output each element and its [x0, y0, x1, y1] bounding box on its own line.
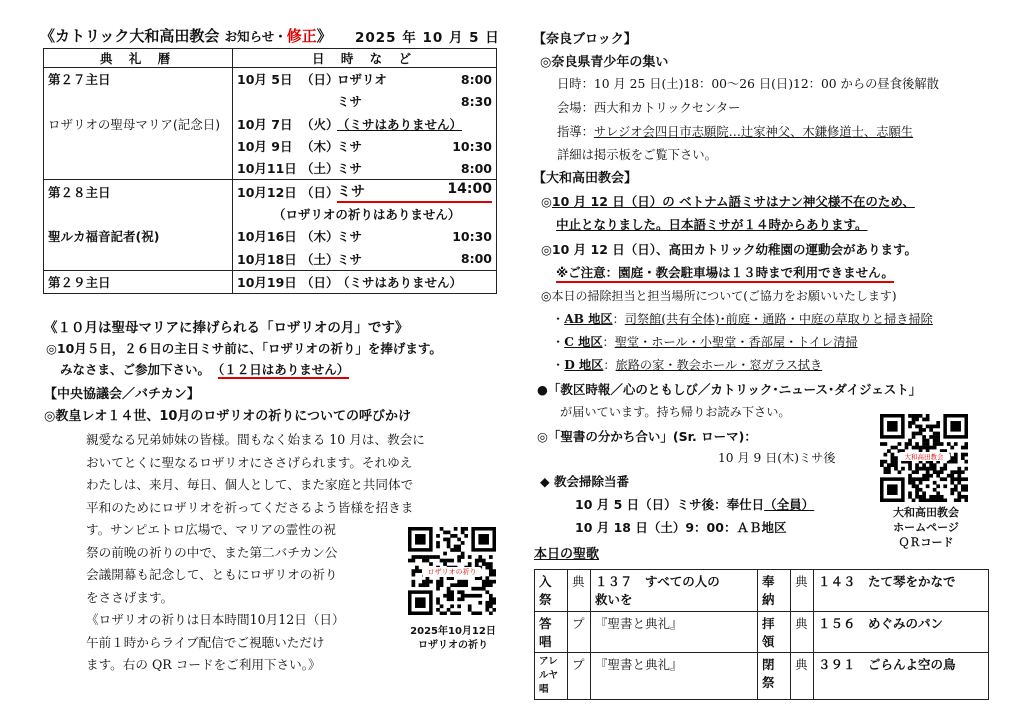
rosary-line-1: ◎10月５日，２６日の主日ミサ前に、「ロザリオの祈り」を捧げます。: [46, 341, 442, 356]
schedule-line: 10月 9日 （木） ミサ 10:30: [237, 138, 492, 155]
message-line: 親愛なる兄弟姉妹の皆様。間もなく始まる 10 月は、教会に: [86, 432, 425, 447]
duty-2: 10 月 18 日（土）9：00：ＡＢ地区: [575, 520, 787, 535]
schedule-line: 10月19日 （日） （ミサはありません）: [237, 274, 463, 290]
qr-caption: [872, 505, 980, 550]
area-c: ・C 地区：聖堂・ホール・小聖堂・香部屋・トイレ清掃: [552, 335, 858, 349]
schedule-line: （ロザリオの祈りはありません）: [273, 206, 461, 222]
notice-1a: ◎10 月 12 日（日）の ベトナム語ミサはナン神父様不在のため、: [541, 194, 915, 209]
sunday-name: 第２７主日: [48, 72, 111, 88]
hymn-book: プ: [568, 653, 591, 700]
notice-2b: ※ご注意：園庭・教会駐車場は１３時まで利用できません。: [556, 263, 894, 283]
schedule-cell: [233, 270, 497, 293]
hymn-part: 入祭: [535, 570, 568, 612]
schedule-line: ミサ 8:30: [337, 93, 492, 110]
rosary-heading: 《１０月は聖母マリアに捧げられる「ロザリオの月」です》: [44, 320, 409, 336]
message-line: 《ロザリオの祈りは日本時間10月12日（日）: [86, 612, 345, 627]
week-cell: [44, 68, 233, 180]
hymn-title: 『聖書と典礼』: [591, 653, 758, 700]
hymn-table: [534, 569, 989, 700]
table-row: [535, 612, 989, 653]
schedule-line: 10月18日 （土） ミサ 8:00: [237, 251, 492, 267]
yamato-heading: 【大和高田教会】: [533, 171, 638, 186]
message-line: わたしは、来月、毎日、個人として、また家庭と共同体で: [86, 477, 414, 492]
schedule-line: 10月11日 （土） ミサ 8:00: [237, 160, 492, 177]
duty-heading: ◆ 教会掃除当番: [540, 474, 629, 489]
hymn-book: 典: [568, 570, 591, 612]
qr-code-icon[interactable]: [880, 414, 968, 502]
message-line: ます。右の QR コードをご利用下さい。》: [86, 657, 321, 672]
nara-heading: 【奈良ブロック】: [533, 32, 637, 47]
table-header-calendar: 典 礼 暦: [44, 49, 233, 68]
hymns-heading: 本日の聖歌: [534, 547, 600, 562]
caption-line: ホームページ: [893, 521, 959, 534]
table-row: [535, 570, 989, 612]
page-title: 《カトリック大和高田教会 お知らせ・修正》: [40, 27, 332, 45]
hymn-part: 奉納: [758, 570, 791, 612]
area-d: ・D 地区：旅路の家・教会ホール・窓ガラス拭き: [552, 358, 823, 372]
hymn-book: 典: [791, 612, 814, 653]
nara-line: 会場：西大和カトリックセンター: [557, 101, 741, 115]
table-header-schedule: 日 時 な ど: [233, 49, 497, 68]
liturgical-calendar-table: [43, 48, 497, 294]
central-subheading: ◎教皇レオ１４世、10月のロザリオの祈りについての呼びかけ: [44, 409, 412, 424]
message-line: 会議開幕も記念して、ともにロザリオの祈り: [86, 567, 338, 582]
cleaning-intro: ◎本日の掃除担当と担当場所について(ご協力をお願いいたします): [541, 289, 897, 303]
qr-code-icon[interactable]: [408, 527, 496, 615]
area-ab: ・AB 地区：司祭館(共有全体)･前庭・通路・中庭の草取りと掃き掃除: [552, 312, 933, 326]
spacer: [48, 203, 228, 225]
caption-line: 大和高田教会: [893, 506, 959, 519]
notice-1b: 中止となりました。日本語ミサが１４時からあります。: [556, 217, 868, 232]
issue-date: 2025 年 10 月 5 日: [355, 30, 500, 46]
spacer: [48, 90, 228, 112]
hymn-title: １３７ すべての人の 救いを: [591, 570, 758, 612]
message-line: をささげます。: [86, 589, 174, 605]
spacer: [48, 135, 228, 157]
schedule-line: 10月12日 （日） ミサ 14:00: [237, 180, 492, 202]
hymn-book: プ: [568, 612, 591, 653]
hymn-book: 典: [791, 653, 814, 700]
notice-2: ◎10 月 12 日（日）、高田カトリック幼稚園の運動会があります。: [541, 242, 918, 257]
feast-name: 聖ルカ福音記者(祝): [48, 229, 160, 245]
hymn-part: アレルヤ 唱: [535, 653, 568, 700]
sunday-name: 第２８主日: [48, 184, 111, 200]
table-row: [535, 653, 989, 700]
nara-sub: ◎奈良県青少年の集い: [540, 55, 669, 70]
papal-message: [86, 429, 425, 677]
message-line: 午前１時からライブ配信でご視聴いただけ: [86, 634, 325, 650]
hymn-title: 『聖書と典礼』: [591, 612, 758, 653]
table-row: [44, 270, 497, 293]
bible-sharing-date: 10 月 9 日(木)ミサ後: [718, 451, 836, 465]
table-row: [44, 180, 497, 270]
hymn-title: １４３ たて琴をかなで: [814, 570, 989, 612]
news-notice-2: が届いています。持ち帰りお読み下さい。: [560, 405, 791, 419]
feast-name: ロザリオの聖母マリア(記念日): [48, 116, 221, 132]
schedule-cell: [233, 180, 497, 270]
qr-label: 大和高田教会: [898, 452, 950, 461]
hymn-title: ３９１ ごらんよ空の鳥: [814, 653, 989, 700]
schedule-line: 10月16日 （木） ミサ 10:30: [237, 228, 492, 245]
schedule-line: 10月 7日 （火） （ミサはありません）: [237, 116, 463, 132]
week-cell: [44, 270, 233, 293]
spacer: [48, 247, 228, 269]
central-heading: 【中央協議会／バチカン】: [44, 387, 200, 402]
message-line: おいてとくに聖なるロザリオにささげられます。それゆえ: [86, 454, 413, 470]
nara-guide: 指導：サレジオ会四日市志願院…辻家神父、木鎌修道士、志願生: [557, 125, 914, 139]
caption-line: ＱＲコード: [898, 536, 954, 549]
qr-caption: [407, 625, 499, 653]
caption-line: 2025年10月12日: [410, 626, 496, 637]
message-line: 祭の前晩の祈りの中で、また第二バチカン公: [86, 544, 338, 560]
hymn-part: 拝領: [758, 612, 791, 653]
news-notice: ●「教区時報／心のともしび／カトリック･ニュース･ダイジェスト」: [537, 382, 922, 397]
message-line: 平和のためにロザリオを祈ってくださるよう皆様を招きま: [86, 499, 414, 515]
sunday-name: 第２９主日: [48, 274, 111, 290]
hymn-part: 答唱: [535, 612, 568, 653]
rosary-line-2: みなさま、ご参加下さい。 （１２日はありません）: [60, 362, 350, 377]
caption-line: ロザリオの祈り: [418, 640, 488, 651]
schedule-cell: [233, 68, 497, 180]
bible-sharing: ◎「聖書の分かち合い」(Sr. ローマ)：: [537, 429, 757, 444]
qr-label: ロザリオの祈り: [422, 567, 482, 577]
nara-detail: 詳細は掲示板をご覧下さい。: [557, 148, 717, 162]
week-cell: [44, 180, 233, 270]
message-line: す。サンピエトロ広場で、マリアの霊性の祝: [86, 522, 336, 537]
hymn-book: 典: [791, 570, 814, 612]
hymn-title: １５６ めぐみのパン: [814, 612, 989, 653]
duty-1: 10 月 5 日（日）ミサ後：奉仕日（全員）: [575, 497, 815, 512]
schedule-line: 10月 5日 （日） ロザリオ 8:00: [237, 71, 492, 88]
hymn-part: 閉祭: [758, 653, 791, 700]
spacer: [48, 157, 228, 179]
nara-line: 日時：10 月 25 日(土)18：00〜26 日(日)12：00 からの昼食後解散: [557, 77, 939, 91]
table-row: [44, 68, 497, 180]
